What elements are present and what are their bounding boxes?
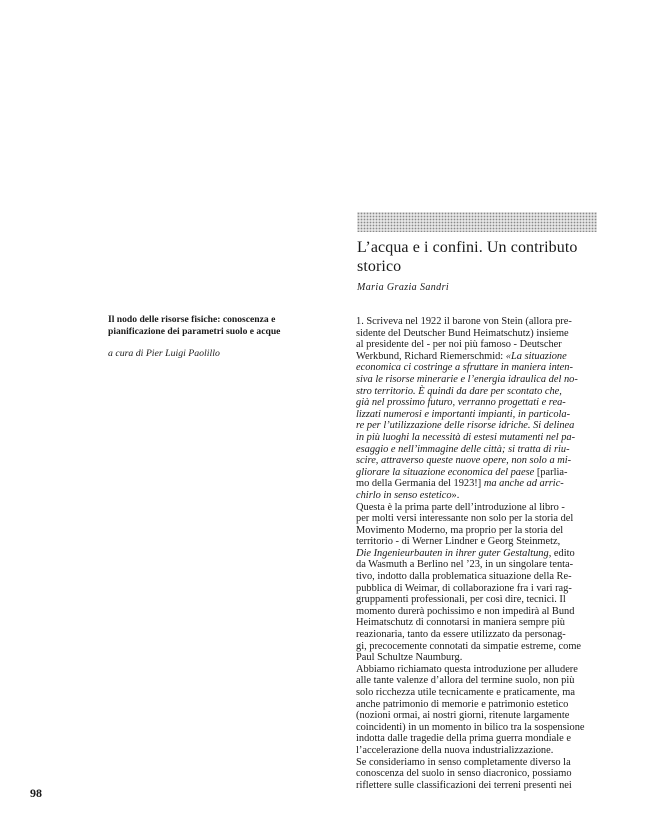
body-line: 1. Scriveva nel 1922 il barone von Stein (allora pre-	[356, 316, 572, 327]
article-body	[356, 316, 604, 796]
body-line: economica ci costringe a sfruttare in maniera inten-	[356, 362, 573, 374]
body-line: da Wasmuth a Berlino nel ’23, in un singolare tenta-	[356, 559, 574, 571]
body-line: in più luoghi la necessità di estesi mutamenti nel pa-	[356, 431, 576, 443]
body-line: lizzati numerosi e importanti impianti, in particola-	[356, 408, 571, 420]
body-line: mo della Germania del 1923!] ma anche ad arric-	[356, 478, 564, 490]
body-line: gruppamenti professionali, per così dire, tecnici. Il	[356, 594, 566, 606]
body-line: per molti versi interessante non solo per la storia del	[356, 513, 574, 525]
body-line: riflettere sulle classificazioni dei terreni presenti nei	[356, 779, 572, 791]
body-line: Werkbund, Richard Riemerschmid: «La situazione	[356, 350, 567, 362]
body-line: al presidente del - per noi più famoso - Deutscher	[356, 339, 562, 351]
body-line: anche patrimonio di memorie e patrimonio estetico	[356, 698, 569, 710]
body-line: gi, precocemente connotati da simpatie estreme, come	[356, 640, 582, 652]
page-number: 98	[30, 786, 42, 800]
body-line: pubblica di Weimar, di collaborazione fra i vari rag-	[356, 582, 572, 594]
body-line: scire, attraverso queste nuove opere, non solo a mi-	[356, 455, 572, 467]
body-line: (nozioni ormai, ai nostri giorni, ritenute largamente	[356, 710, 570, 722]
article-title: L’acqua e i confini. Un contributo storico	[357, 239, 578, 275]
section-heading: Il nodo delle risorse fisiche: conoscenza e pianificazione dei parametri suolo e acque	[108, 314, 281, 337]
body-line: solo ricchezza utile tecnicamente e praticamente, ma	[356, 687, 575, 698]
body-line: coincidenti) in un momento in bilico tra la sospensione	[356, 721, 585, 733]
body-line: stro territorio. È quindi da dare per scontato che,	[356, 385, 562, 397]
body-line: Die Ingenieurbauten in ihrer guter Gestaltung, edito	[356, 547, 575, 559]
body-line: indotta dalle tragedie della prima guerra mondiale e	[356, 733, 571, 745]
body-line: Se consideriamo in senso completamente diverso la	[356, 756, 571, 768]
body-paragraph	[356, 316, 604, 502]
body-line: territorio - di Werner Lindner e Georg Steinmetz,	[356, 536, 561, 548]
body-paragraph	[356, 757, 604, 792]
body-line: chirlo in senso estetico».	[356, 489, 460, 501]
body-line: già nel prossimo futuro, verranno progettati e rea-	[356, 397, 566, 409]
body-line: conoscenza del suolo in senso diacronico, possiamo	[356, 768, 572, 780]
body-line: tivo, indotto dalla problematica situazione della Re-	[356, 571, 572, 583]
body-line: gliorare la situazione economica del paese [parlia-	[356, 466, 568, 478]
header-texture-band	[357, 212, 597, 232]
body-line: Heimatschutz di connotarsi in maniera sempre più	[356, 617, 565, 629]
article-author: Maria Grazia Sandri	[357, 282, 450, 293]
body-line: alle tante valenze d’allora del termine suolo, non più	[356, 675, 575, 687]
body-line: l’accelerazione della nuova industrializzazione.	[356, 744, 554, 756]
body-line: esaggio e nell’immagine delle città; si tratta di riu-	[356, 443, 570, 455]
body-line: momento durerà pochissimo e non impedirà al Bund	[356, 605, 575, 617]
body-line: Movimento Moderno, ma proprio per la storia del	[356, 524, 564, 536]
body-paragraph	[356, 502, 604, 664]
body-line: Questa è la prima parte dell’introduzione al libro -	[356, 501, 565, 513]
body-line: Paul Schultze Naumburg.	[356, 652, 463, 664]
section-editor: a cura di Pier Luigi Paolillo	[108, 348, 220, 359]
body-line: siva le risorse minerarie e l’energia idraulica del no-	[356, 373, 578, 385]
body-paragraph	[356, 664, 604, 757]
body-line: re per l’utilizzazione delle risorse idriche. Si delinea	[356, 420, 575, 432]
body-line: reazionaria, tanto da essere utilizzato da personag-	[356, 629, 566, 641]
body-line: sidente del Deutscher Bund Heimatschutz) insieme	[356, 327, 569, 339]
body-line: Abbiamo richiamato questa introduzione per alludere	[356, 663, 578, 675]
